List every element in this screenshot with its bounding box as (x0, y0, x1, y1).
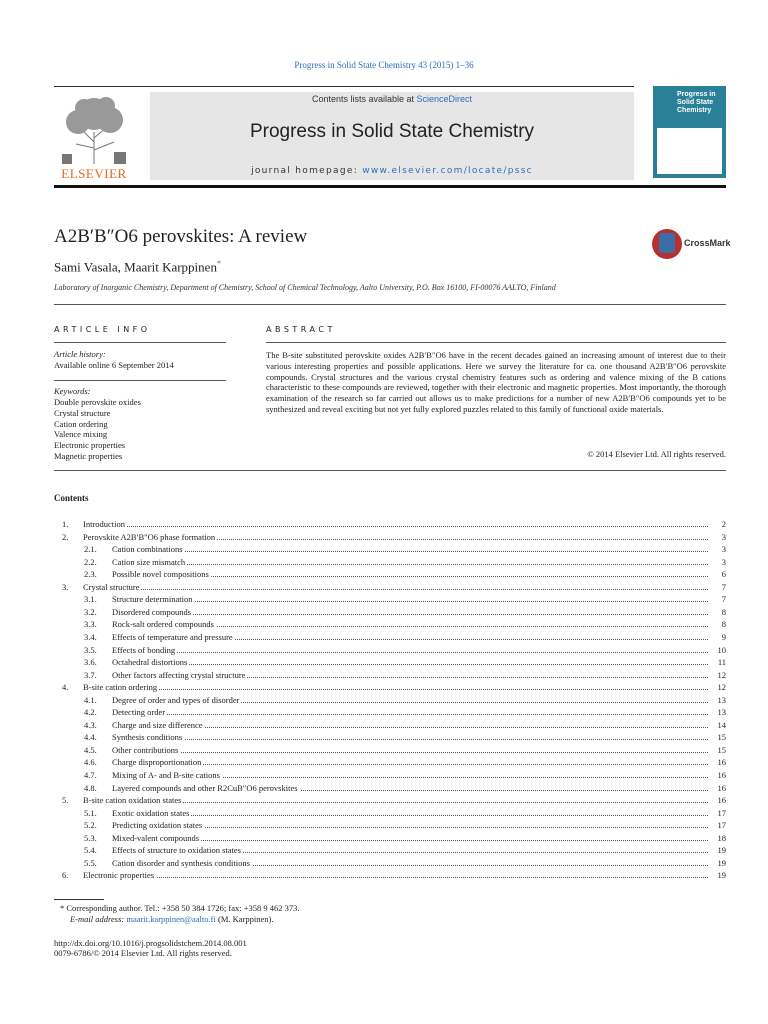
footnote-corresponding (60, 903, 300, 913)
cover-title: Progress in Solid State Chemistry (677, 91, 716, 114)
toc-entry[interactable] (54, 744, 726, 757)
abstract-copyright: © 2014 Elsevier Ltd. All rights reserved. (587, 449, 726, 459)
toc-entry-label[interactable]: Crystal structure (83, 581, 140, 592)
toc-entry-page: 12 (712, 681, 726, 694)
toc-entry-page: 9 (712, 631, 726, 644)
toc-entry-label[interactable]: Layered compounds and other R2CuB″O6 perovskites (112, 782, 298, 793)
toc-entry-page: 14 (712, 719, 726, 732)
toc-entry[interactable] (54, 606, 726, 619)
toc-entry-label[interactable]: Effects of structure to oxidation states (112, 845, 241, 856)
journal-citation-link[interactable]: Progress in Solid State Chemistry 43 (2015) 1–36 (294, 60, 474, 70)
toc-leader-dots (116, 652, 708, 653)
toc-entry[interactable] (54, 618, 726, 631)
toc-leader-dots (116, 739, 708, 740)
toc-entry-label[interactable]: Charge disproportionation (112, 757, 202, 768)
keyword-item: Cation ordering (54, 418, 108, 429)
toc-entry-number: 4.3. (84, 719, 97, 730)
toc-entry-page: 3 (712, 556, 726, 569)
toc-entry-number: 4.2. (84, 707, 97, 718)
toc-entry-page: 13 (712, 694, 726, 707)
title-block-rule (54, 304, 726, 305)
toc-entry-number: 5.2. (84, 820, 97, 831)
toc-entry-number: 3.4. (84, 631, 97, 642)
toc-entry[interactable] (54, 568, 726, 581)
toc-entry-label[interactable]: Effects of bonding (112, 644, 176, 655)
toc-entry-label[interactable]: Other contributions (112, 744, 179, 755)
toc-entry[interactable] (54, 531, 726, 544)
journal-homepage-link[interactable]: www.elsevier.com/locate/pssc (362, 166, 533, 176)
toc-entry[interactable] (54, 719, 726, 732)
abstract-rule (266, 342, 726, 343)
toc-entry-label[interactable]: Charge and size difference (112, 719, 203, 730)
toc-entry-number: 1. (62, 519, 69, 529)
abstract-text: The B-site substituted perovskite oxides A2B′B″O6 have in the recent decades gained an increasing amount of interest due to their various interesting properties and possible applications. Here we survey the literature for ca. one thousand A2B′B″O6 perovskite compounds. Crystal structures and the various crystal chemistry features such as ordering and valence mixing of the B cations characteristic to these compounds are reviewed, together with their electronic and magnetic properties. Most importantly, the thorough examination of the research so far carried out allows us to make predictions for a number of new A2B′B″O6 compounds yet to be synthesized and reveal exciting but not yet fully explored puzzles related to this family of functional oxide materials. (266, 350, 726, 414)
toc-entry-label[interactable]: Cation size mismatch (112, 556, 186, 567)
toc-entry-page: 19 (712, 869, 726, 882)
email-label: E-mail address: (70, 914, 127, 924)
toc-entry-label[interactable]: Cation disorder and synthesis conditions (112, 857, 250, 868)
toc-entry[interactable] (54, 844, 726, 857)
toc-entry-page: 13 (712, 706, 726, 719)
toc-entry-label[interactable]: Structure determination (112, 594, 193, 605)
toc-entry-page: 16 (712, 756, 726, 769)
toc-entry[interactable] (54, 706, 726, 719)
toc-entry-label[interactable]: Detecting order (112, 707, 166, 718)
toc-leader-dots (116, 601, 708, 602)
footnote-mark: * (60, 903, 65, 913)
toc-entry-label[interactable]: Predicting oxidation states (112, 820, 203, 831)
toc-entry-number: 3.3. (84, 619, 97, 630)
author-list (54, 259, 221, 275)
journal-title: Progress in Solid State Chemistry (249, 121, 535, 142)
toc-entry-page: 17 (712, 819, 726, 832)
toc-leader-dots (87, 689, 708, 690)
abstract-bottom-rule (54, 470, 726, 471)
article-info-rule (54, 342, 226, 343)
toc-leader-dots (116, 727, 708, 728)
issn-copyright: 0079-6786/© 2014 Elsevier Ltd. All rights reserved. (54, 948, 232, 958)
article-title (54, 226, 307, 248)
toc-entry-label[interactable]: Synthesis conditions (112, 732, 183, 743)
toc-entry[interactable] (54, 832, 726, 845)
toc-entry-page: 18 (712, 832, 726, 845)
toc-entry[interactable] (54, 593, 726, 606)
toc-entry-page: 15 (712, 731, 726, 744)
email-link[interactable]: maarit.karppinen@aalto.fi (126, 914, 216, 924)
toc-entry-label[interactable]: Possible novel compositions (112, 569, 209, 580)
contents-available-line (150, 94, 634, 104)
toc-entry[interactable] (54, 631, 726, 644)
sciencedirect-link[interactable]: ScienceDirect (416, 94, 473, 104)
toc-entry-page: 7 (712, 593, 726, 606)
toc-entry-label[interactable]: Mixed-valent compounds (112, 832, 200, 843)
keywords-rule (54, 380, 226, 381)
toc-entry-number: 4.4. (84, 732, 97, 743)
toc-entry-label[interactable]: Disordered compounds (112, 606, 192, 617)
crossmark-icon-inner (659, 233, 675, 253)
toc-entry-page: 2 (712, 518, 726, 531)
footnote-rule (54, 899, 104, 900)
toc-entry-page: 11 (712, 656, 726, 669)
toc-entry-page: 7 (712, 581, 726, 594)
keyword-item: Crystal structure (54, 407, 111, 418)
toc-entry-page: 3 (712, 543, 726, 556)
toc-entry[interactable] (54, 769, 726, 782)
keyword-item: Magnetic properties (54, 450, 123, 461)
toc-entry[interactable] (54, 556, 726, 569)
toc-entry-label[interactable]: Mixing of A- and B-site cations (112, 770, 220, 780)
toc-leader-dots (116, 551, 708, 552)
footnote-email (70, 914, 273, 924)
toc-entry[interactable] (54, 669, 726, 682)
toc-entry-number: 3.5. (84, 644, 97, 655)
abstract-heading: ABSTRACT (266, 325, 336, 334)
toc-entry-number: 3.6. (84, 657, 97, 668)
toc-entry[interactable] (54, 518, 726, 531)
toc-entry[interactable] (54, 857, 726, 870)
toc-leader-dots (87, 589, 708, 590)
toc-entry-number: 4.6. (84, 757, 97, 768)
toc-entry[interactable] (54, 694, 726, 707)
toc-entry-number: 4.1. (84, 694, 97, 705)
toc-entry-number: 5.1. (84, 807, 97, 818)
toc-entry-label[interactable]: Introduction (83, 519, 126, 529)
toc-leader-dots (87, 877, 708, 878)
toc-entry-page: 8 (712, 618, 726, 631)
toc-entry-number: 3.2. (84, 606, 97, 617)
keyword-item: Valence mixing (54, 429, 108, 440)
toc-entry-number: 6. (62, 870, 69, 881)
toc-entry-number: 4.5. (84, 744, 97, 755)
toc-entry[interactable] (54, 731, 726, 744)
toc-entry-label[interactable]: Cation combinations (112, 544, 183, 555)
toc-entry[interactable] (54, 869, 726, 882)
toc-leader-dots (116, 714, 708, 715)
toc-entry[interactable] (54, 807, 726, 820)
article-info-heading: ARTICLE INFO (54, 325, 151, 334)
toc-entry-page: 16 (712, 782, 726, 795)
toc-leader-dots (116, 764, 708, 765)
toc-entry-number: 3.1. (84, 594, 97, 605)
contents-heading: Contents (54, 493, 89, 503)
toc-leader-dots (116, 815, 708, 816)
article-history-value: Available online 6 September 2014 (54, 360, 174, 370)
toc-entry-page: 12 (712, 669, 726, 682)
toc-entry-page: 6 (712, 568, 726, 581)
toc-leader-dots (116, 752, 708, 753)
doi-link[interactable]: http://dx.doi.org/10.1016/j.progsolidstchem.2014.08.001 (54, 938, 247, 948)
homepage-prefix: journal homepage: (251, 166, 363, 176)
toc-leader-dots (116, 564, 708, 565)
footnote-corresponding-text: Corresponding author. Tel.: +358 50 384 1726; fax: +358 9 462 373. (66, 903, 300, 913)
contents-available-prefix: Contents lists available at (311, 94, 417, 104)
toc-entry-label[interactable]: B-site cation ordering (83, 682, 158, 693)
keywords-list (54, 397, 141, 462)
crossmark-label[interactable]: CrossMark (684, 238, 731, 248)
toc-entry[interactable] (54, 794, 726, 807)
toc-entry[interactable] (54, 819, 726, 832)
toc-entry-number: 4.8. (84, 782, 97, 793)
toc-entry-number: 5. (62, 795, 69, 806)
toc-entry-number: 2.2. (84, 556, 97, 567)
keyword-item: Double perovskite oxides (54, 397, 141, 407)
toc-entry-number: 2.3. (84, 569, 97, 580)
toc-entry-label[interactable]: Exotic oxidation states (112, 807, 190, 818)
toc-entry[interactable] (54, 756, 726, 769)
toc-entry-page: 10 (712, 644, 726, 657)
toc-entry-number: 2.1. (84, 544, 97, 555)
toc-leader-dots (116, 664, 708, 665)
toc-entry-page: 3 (712, 531, 726, 544)
toc-entry-label[interactable]: Degree of order and types of disorder (112, 694, 240, 705)
toc-leader-dots (116, 840, 708, 841)
toc-entry-label[interactable]: Perovskite A2B′B″O6 phase formation (83, 531, 216, 542)
toc-entry-number: 5.3. (84, 832, 97, 843)
toc-entry-label[interactable]: Other factors affecting crystal structure (112, 669, 246, 680)
toc-entry-number: 3. (62, 581, 69, 592)
header-rule-top (54, 86, 634, 87)
toc-entry-page: 19 (712, 844, 726, 857)
toc-entry-number: 3.7. (84, 669, 97, 680)
toc-entry-label[interactable]: Electronic properties (83, 870, 155, 881)
toc-entry[interactable] (54, 656, 726, 669)
toc-entry[interactable] (54, 581, 726, 594)
journal-homepage-line (150, 166, 634, 176)
article-title-text: A2B′B″O6 perovskites: A review (54, 226, 308, 247)
toc-entry-label[interactable]: Octahedral distortions (112, 657, 188, 668)
toc-entry-page: 15 (712, 744, 726, 757)
toc-entry[interactable] (54, 543, 726, 556)
keyword-item: Electronic properties (54, 440, 126, 451)
toc-entry-number: 4.7. (84, 770, 97, 780)
header-rule-bottom (54, 185, 726, 188)
corresponding-author-mark[interactable]: * (216, 259, 221, 268)
toc-leader-dots (116, 614, 708, 615)
toc-entry-number: 5.5. (84, 857, 97, 868)
toc-entry-page: 16 (712, 794, 726, 807)
toc-entry-number: 4. (62, 682, 69, 693)
cover-white-panel (657, 128, 722, 174)
elsevier-wordmark: ELSEVIER (61, 166, 127, 181)
article-history-label: Article history: (54, 349, 106, 359)
toc-entry-label[interactable]: Rock-salt ordered compounds (112, 619, 214, 630)
author-names: Sami Vasala, Maarit Karppinen (54, 259, 217, 275)
keywords-label: Keywords: (54, 386, 91, 396)
toc-entry-page: 16 (712, 769, 726, 782)
toc-entry-page: 17 (712, 807, 726, 820)
toc-entry[interactable] (54, 681, 726, 694)
email-suffix: (M. Karppinen). (215, 914, 274, 924)
toc-leader-dots (116, 827, 708, 828)
toc-entry-page: 8 (712, 606, 726, 619)
toc-entry-page: 19 (712, 857, 726, 870)
toc-entry[interactable] (54, 782, 726, 795)
author-affiliation: Laboratory of Inorganic Chemistry, Department of Chemistry, School of Chemical Technology, Aalto University, P.O. Box 16100, FI-00076 AALTO, Finland (54, 283, 556, 292)
toc-entry-number: 5.4. (84, 845, 97, 856)
toc-entry-number: 2. (62, 531, 69, 542)
toc-entry-label[interactable]: B-site cation oxidation states (83, 795, 182, 806)
toc-entry-label[interactable]: Effects of temperature and pressure (112, 631, 233, 642)
toc-entry[interactable] (54, 644, 726, 657)
toc-leader-dots (87, 526, 708, 527)
